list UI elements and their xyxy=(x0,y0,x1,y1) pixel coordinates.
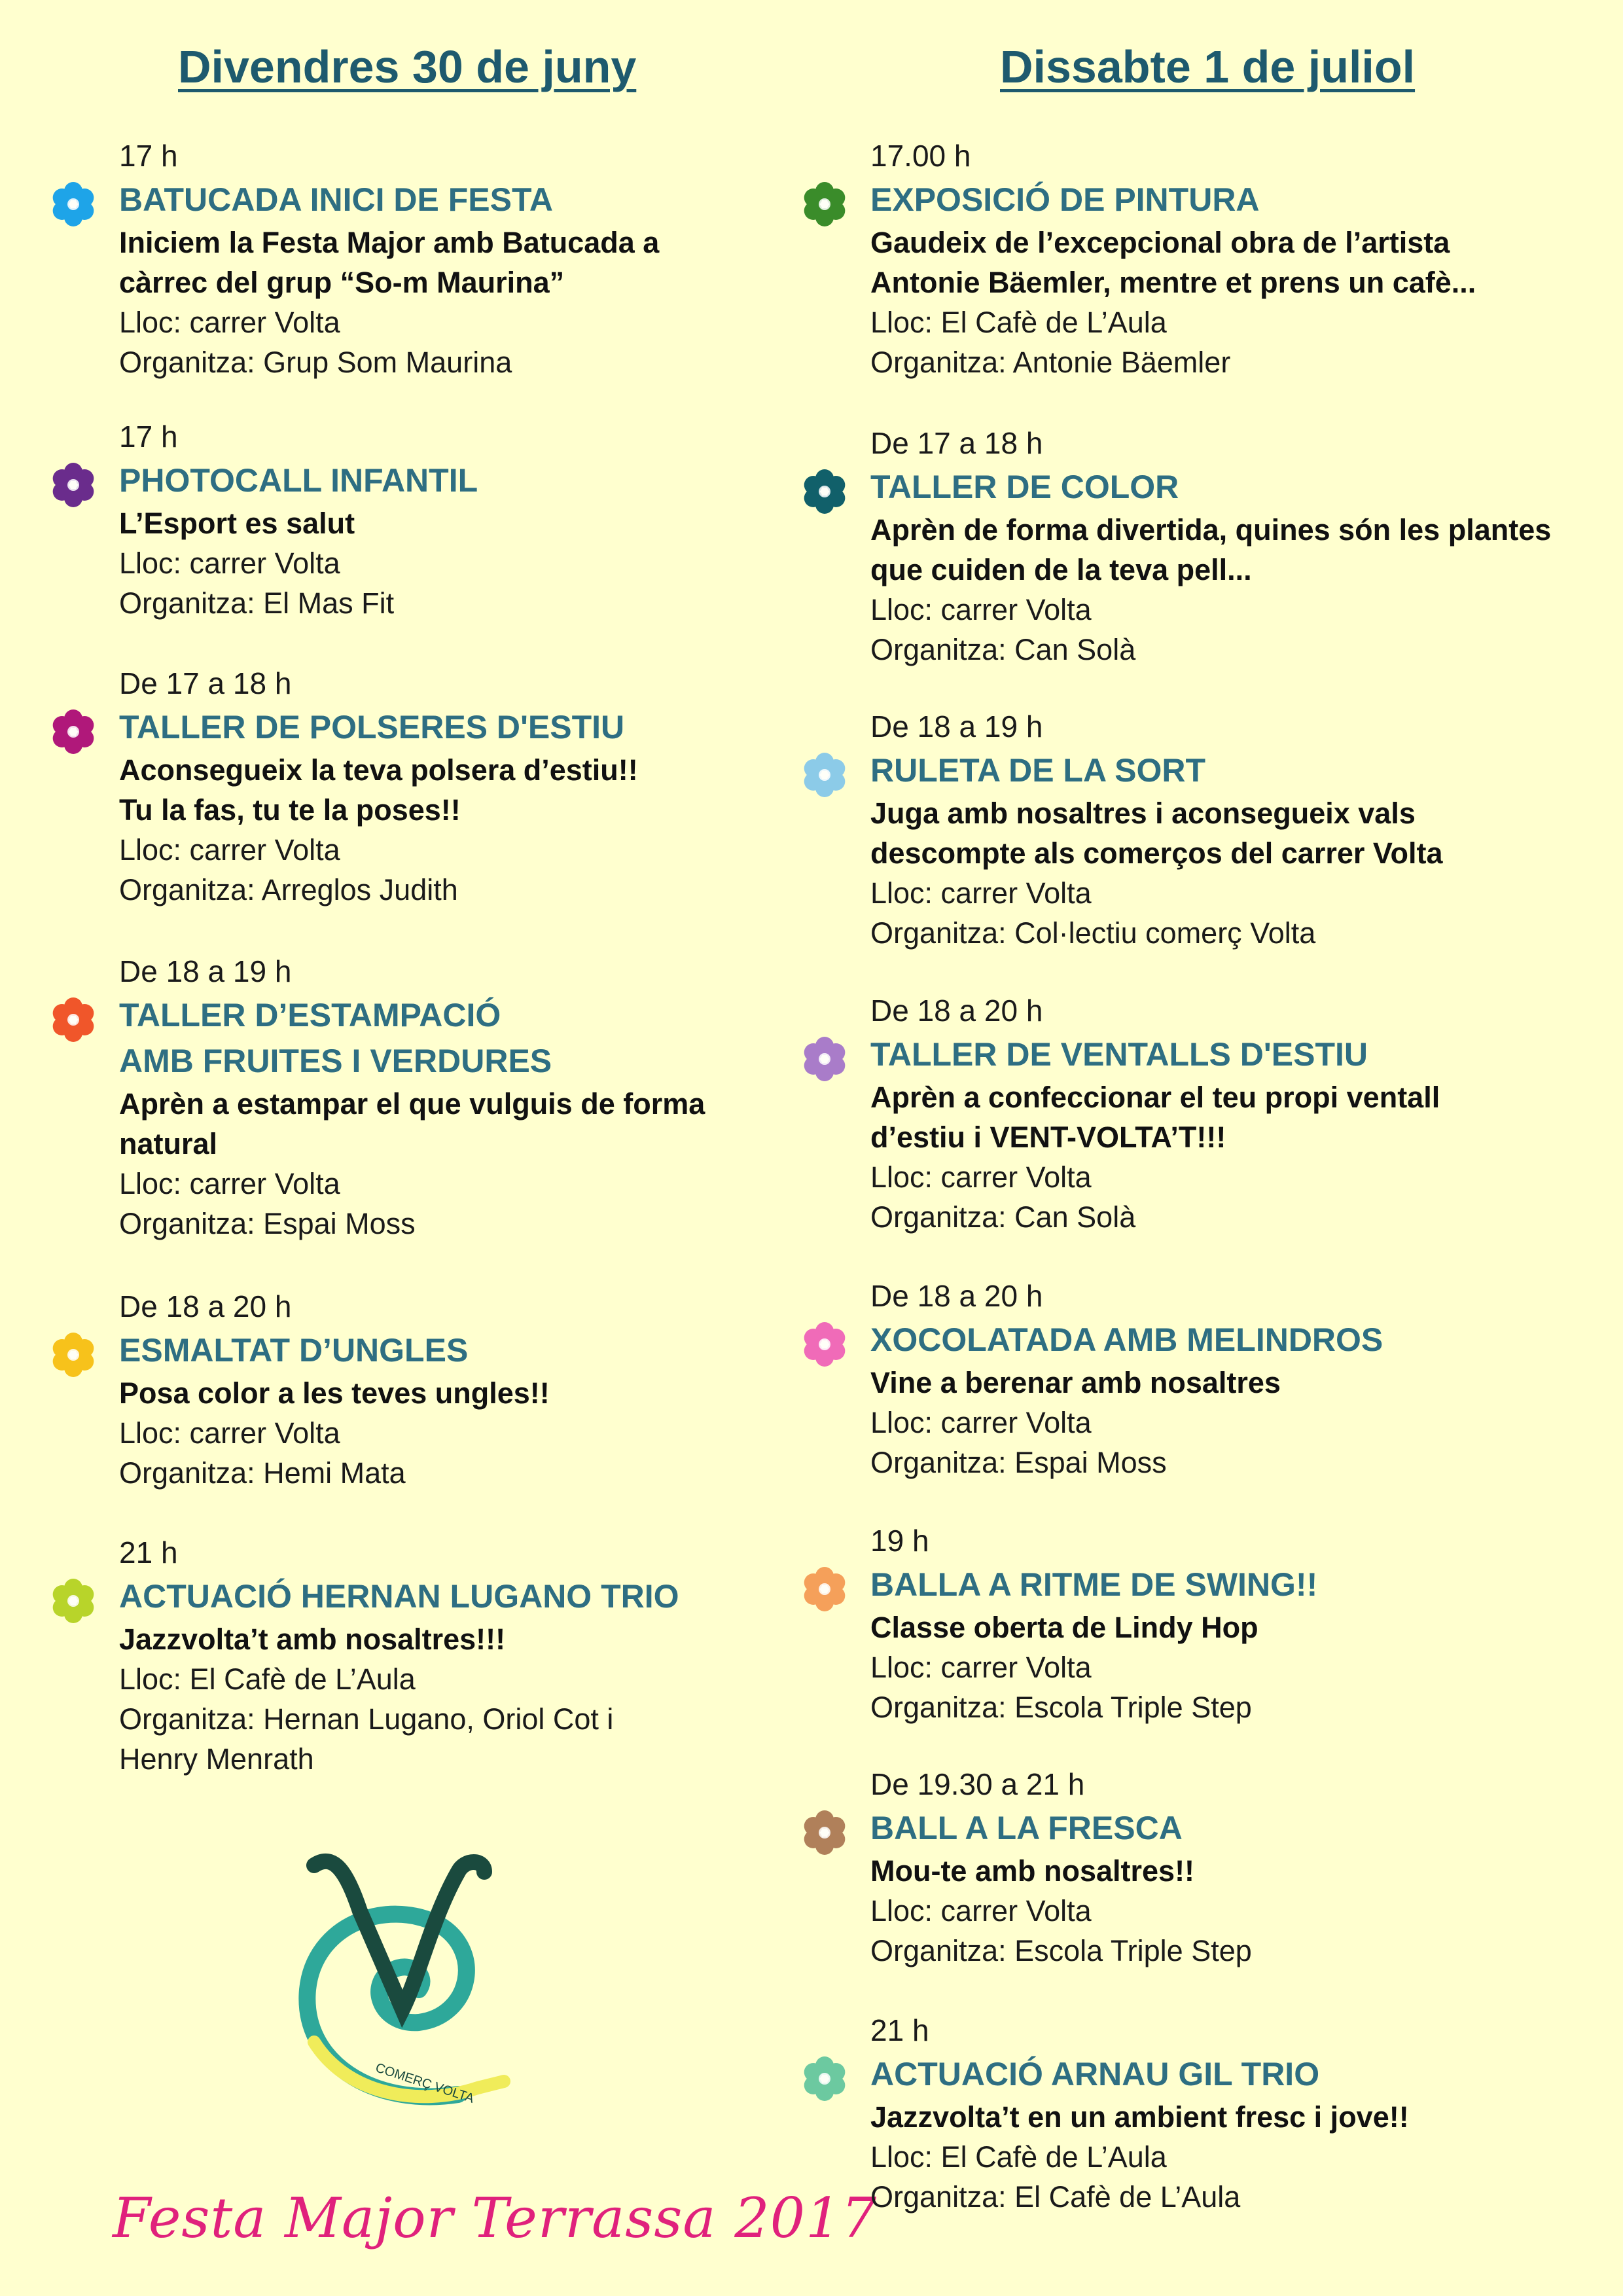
event-time: 21 h xyxy=(119,1535,178,1570)
event-organizer: Organitza: Escola Triple Step xyxy=(870,1934,1252,1967)
flower-icon xyxy=(798,1033,851,1085)
event-description: Jazzvolta’t amb nosaltres!!! xyxy=(119,1623,506,1656)
event-place: Lloc: carrer Volta xyxy=(870,1894,1092,1928)
event-block xyxy=(0,416,812,623)
event-organizer: Organitza: El Mas Fit xyxy=(119,586,395,620)
event-organizer: Organitza: Arreglos Judith xyxy=(119,873,458,906)
friday-heading: Divendres 30 de juny xyxy=(178,41,637,92)
event-description: Aprèn a estampar el que vulguis de forma xyxy=(119,1087,705,1121)
event-description: Jazzvolta’t en un ambient fresc i jove!! xyxy=(870,2100,1409,2134)
event-block xyxy=(0,1285,812,1493)
event-title: BALLA A RITME DE SWING!! xyxy=(870,1566,1318,1603)
event-description: Posa color a les teves ungles!! xyxy=(119,1376,550,1410)
flower-icon xyxy=(798,465,851,518)
footer-title: Festa Major Terrassa 2017 xyxy=(113,2186,877,2250)
event-time: De 18 a 20 h xyxy=(870,1279,1043,1313)
event-place: Lloc: carrer Volta xyxy=(119,1416,340,1450)
event-time: De 18 a 19 h xyxy=(119,954,292,988)
event-time: De 17 a 18 h xyxy=(119,666,292,700)
event-description: d’estiu i VENT-VOLTA’T!!! xyxy=(870,1121,1226,1154)
event-time: De 18 a 20 h xyxy=(119,1289,292,1323)
event-time: De 19.30 a 21 h xyxy=(870,1767,1085,1801)
event-block xyxy=(0,135,812,382)
event-time: De 18 a 20 h xyxy=(870,994,1043,1028)
event-time: 21 h xyxy=(870,2013,929,2047)
event-title: XOCOLATADA AMB MELINDROS xyxy=(870,1321,1383,1358)
event-title: ESMALTAT D’UNGLES xyxy=(119,1332,469,1369)
event-title: ACTUACIÓ HERNAN LUGANO TRIO xyxy=(119,1578,679,1615)
event-block xyxy=(812,1275,1623,1482)
event-time: 19 h xyxy=(870,1524,929,1558)
event-title: TALLER DE POLSERES D'ESTIU xyxy=(119,709,625,745)
event-place: Lloc: carrer Volta xyxy=(870,1406,1092,1439)
flower-icon xyxy=(47,178,99,230)
flower-icon xyxy=(47,459,99,511)
event-description: Classe oberta de Lindy Hop xyxy=(870,1611,1258,1644)
event-block xyxy=(0,662,812,910)
event-block xyxy=(812,1763,1623,1971)
event-title: AMB FRUITES I VERDURES xyxy=(119,1043,552,1079)
event-organizer: Organitza: Antonie Bäemler xyxy=(870,346,1231,379)
event-description: Tu la fas, tu te la poses!! xyxy=(119,793,461,827)
event-place: Lloc: El Cafè de L’Aula xyxy=(870,306,1167,339)
saturday-heading: Dissabte 1 de juliol xyxy=(1000,41,1416,92)
event-place: Lloc: El Cafè de L’Aula xyxy=(870,2140,1167,2174)
event-organizer: Organitza: Espai Moss xyxy=(870,1446,1167,1479)
event-block xyxy=(812,2009,1623,2217)
flower-icon xyxy=(798,2053,851,2105)
event-title: TALLER DE COLOR xyxy=(870,469,1179,505)
event-time: 17 h xyxy=(119,139,178,173)
flower-icon xyxy=(47,1575,99,1627)
event-description: Mou-te amb nosaltres!! xyxy=(870,1854,1195,1888)
event-place: Lloc: carrer Volta xyxy=(119,833,340,867)
event-place: Lloc: carrer Volta xyxy=(870,876,1092,910)
event-description: Aprèn de forma divertida, quines són les plantes xyxy=(870,513,1552,547)
event-block xyxy=(812,1520,1623,1727)
event-organizer: Henry Menrath xyxy=(119,1742,314,1776)
event-title: PHOTOCALL INFANTIL xyxy=(119,462,478,499)
flower-icon xyxy=(798,749,851,801)
event-time: 17.00 h xyxy=(870,139,971,173)
event-title: EXPOSICIÓ DE PINTURA xyxy=(870,181,1260,218)
event-description: natural xyxy=(119,1127,218,1160)
event-time: 17 h xyxy=(119,420,178,454)
event-block xyxy=(812,135,1623,382)
event-title: RULETA DE LA SORT xyxy=(870,752,1206,789)
event-place: Lloc: carrer Volta xyxy=(870,593,1092,626)
event-description: Aprèn a confeccionar el teu propi ventall xyxy=(870,1081,1440,1114)
flower-icon xyxy=(798,1563,851,1615)
event-block xyxy=(0,950,812,1244)
event-description: descompte als comerços del carrer Volta xyxy=(870,836,1443,870)
event-organizer: Organitza: Escola Triple Step xyxy=(870,1691,1252,1724)
event-description: Antonie Bäemler, mentre et prens un cafè... xyxy=(870,266,1476,299)
flower-icon xyxy=(798,1806,851,1859)
event-title: BATUCADA INICI DE FESTA xyxy=(119,181,553,218)
event-place: Lloc: carrer Volta xyxy=(119,1167,340,1200)
event-description: càrrec del grup “So-m Maurina” xyxy=(119,266,565,299)
event-organizer: Organitza: El Cafè de L’Aula xyxy=(870,2180,1241,2214)
logo-text: COMERÇ VOLTA xyxy=(373,2060,476,2106)
flower-icon xyxy=(798,178,851,230)
flower-icon xyxy=(47,1329,99,1381)
event-block xyxy=(812,422,1623,670)
event-time: De 17 a 18 h xyxy=(870,426,1043,460)
event-block xyxy=(0,1532,812,1779)
event-time: De 18 a 19 h xyxy=(870,709,1043,744)
event-title: ACTUACIÓ ARNAU GIL TRIO xyxy=(870,2056,1320,2092)
event-description: Vine a berenar amb nosaltres xyxy=(870,1366,1281,1399)
flower-icon xyxy=(798,1318,851,1371)
flower-icon xyxy=(47,706,99,758)
event-place: Lloc: carrer Volta xyxy=(119,547,340,580)
event-place: Lloc: carrer Volta xyxy=(119,306,340,339)
event-place: Lloc: carrer Volta xyxy=(870,1651,1092,1684)
event-organizer: Organitza: Can Solà xyxy=(870,633,1136,666)
event-organizer: Organitza: Col·lectiu comerç Volta xyxy=(870,916,1316,950)
event-description: Aconsegueix la teva polsera d’estiu!! xyxy=(119,753,638,787)
event-organizer: Organitza: Hemi Mata xyxy=(119,1456,406,1490)
event-description: L’Esport es salut xyxy=(119,507,355,540)
event-organizer: Organitza: Espai Moss xyxy=(119,1207,416,1240)
event-place: Lloc: carrer Volta xyxy=(870,1160,1092,1194)
event-description: Juga amb nosaltres i aconsegueix vals xyxy=(870,797,1416,830)
event-title: TALLER DE VENTALLS D'ESTIU xyxy=(870,1036,1368,1073)
event-place: Lloc: El Cafè de L’Aula xyxy=(119,1662,416,1696)
flower-icon xyxy=(47,994,99,1046)
event-block xyxy=(812,990,1623,1237)
event-description: Iniciem la Festa Major amb Batucada a xyxy=(119,226,660,259)
event-title: TALLER D’ESTAMPACIÓ xyxy=(119,997,501,1033)
event-description: que cuiden de la teva pell... xyxy=(870,553,1252,586)
event-organizer: Organitza: Can Solà xyxy=(870,1200,1136,1234)
comerc-volta-logo xyxy=(288,1846,524,2134)
event-description: Gaudeix de l’excepcional obra de l’artista xyxy=(870,226,1450,259)
event-organizer: Organitza: Grup Som Maurina xyxy=(119,346,512,379)
event-title: BALL A LA FRESCA xyxy=(870,1810,1183,1846)
event-organizer: Organitza: Hernan Lugano, Oriol Cot i xyxy=(119,1702,614,1736)
event-block xyxy=(812,706,1623,953)
